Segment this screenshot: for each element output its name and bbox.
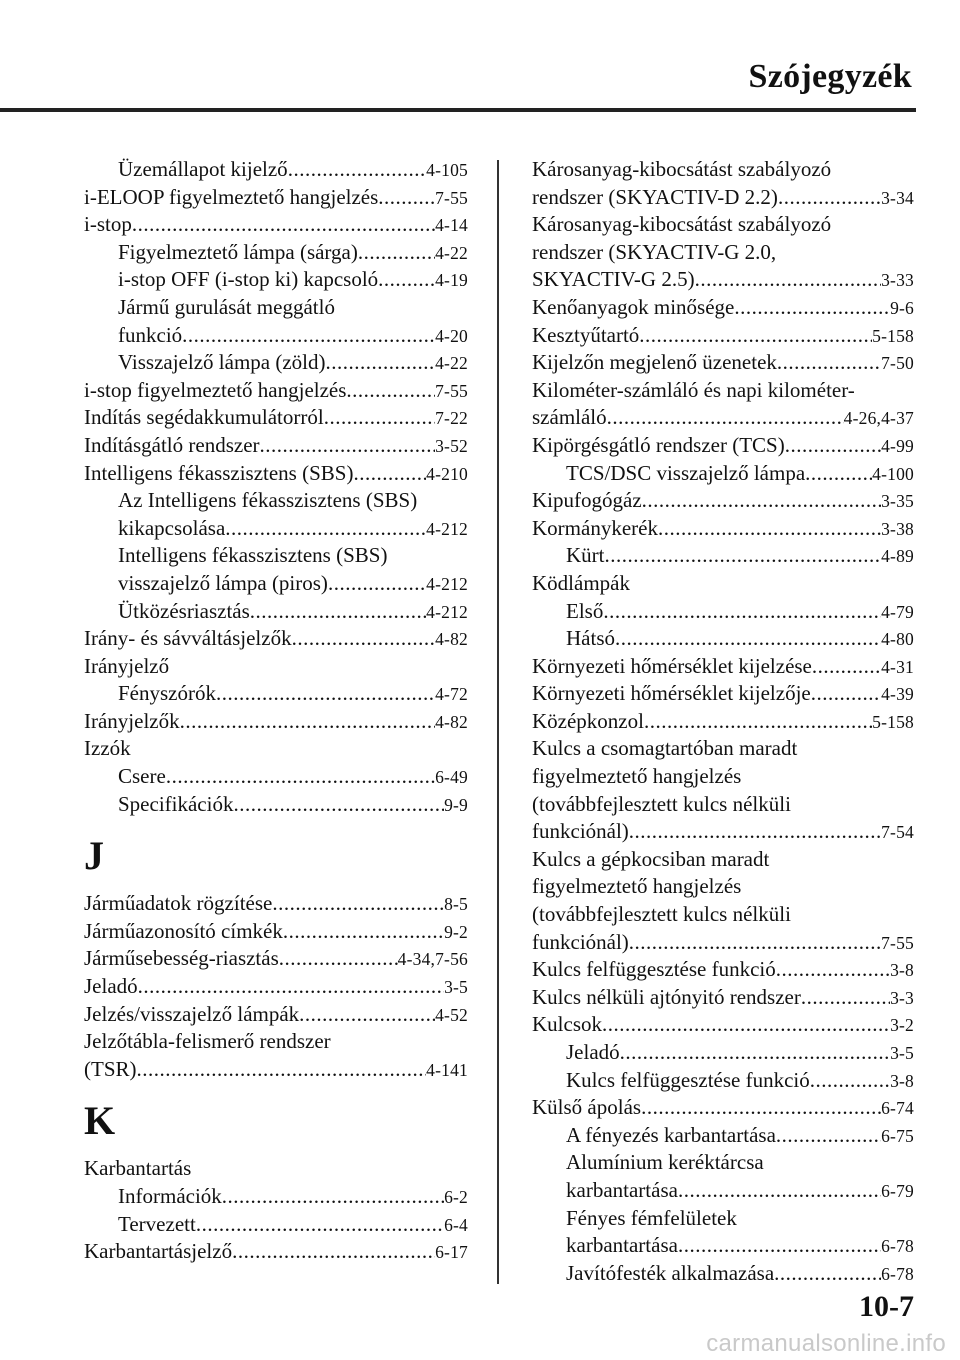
entry-page: 4-89 <box>881 546 914 567</box>
index-entry <box>532 515 914 543</box>
entry-term: TCS/DSC visszajelző lámpa <box>566 460 806 485</box>
dot-leader <box>602 1011 890 1039</box>
dot-leader <box>324 404 435 432</box>
entry-term: funkciónál) <box>532 819 629 844</box>
index-entry <box>532 1122 914 1150</box>
dot-leader <box>138 973 444 1001</box>
entry-page: 4-82 <box>435 629 468 650</box>
entry-page: 3-35 <box>881 491 914 512</box>
dot-leader <box>232 1238 435 1266</box>
entry-term: A fényezés karbantartása <box>566 1122 776 1147</box>
dot-leader <box>629 818 881 846</box>
index-entry <box>532 294 914 322</box>
dot-leader <box>603 598 881 626</box>
entry-term: Intelligens fékasszisztens (SBS) <box>84 460 354 485</box>
index-entry <box>84 625 468 653</box>
entry-page: 6-2 <box>444 1187 468 1207</box>
entry-page: 3-34 <box>881 187 914 208</box>
entry-page: 4-82 <box>435 711 468 732</box>
dot-leader <box>180 708 435 736</box>
entry-page: 4-99 <box>881 435 914 456</box>
entry-page: 4-52 <box>435 1004 468 1025</box>
entry-term: Kijelzőn megjelenő üzenetek <box>532 350 777 375</box>
index-entry <box>532 818 914 846</box>
entry-term: Kulcs felfüggesztése funkció <box>566 1067 810 1092</box>
index-entry <box>532 432 914 460</box>
entry-term: Jelzőtábla-felismerő rendszer <box>84 1029 331 1054</box>
index-entry <box>84 1238 468 1266</box>
entry-term: Kulcs felfüggesztése funkció <box>532 957 776 982</box>
entry-term: funkció <box>118 322 183 347</box>
entry-term: (továbbfejlesztett kulcs nélküli <box>532 902 791 927</box>
entry-page: 3-3 <box>890 987 914 1008</box>
entry-term: visszajelző lámpa (piros) <box>118 570 328 595</box>
entry-term: Javítófesték alkalmazása <box>566 1260 775 1285</box>
index-entry <box>532 1177 914 1205</box>
entry-page: 4-39 <box>881 684 914 705</box>
dot-leader <box>629 929 881 957</box>
entry-page: 4-79 <box>881 601 914 622</box>
entry-term: Jelzés/visszajelző lámpák <box>84 1001 300 1026</box>
dot-leader <box>811 680 881 708</box>
entry-term: Hátsó <box>566 626 615 651</box>
dot-leader <box>801 984 890 1012</box>
dot-leader <box>695 266 882 294</box>
index-entry <box>532 929 914 957</box>
index-entry <box>532 598 914 626</box>
index-entry-text <box>84 1155 468 1183</box>
dot-leader <box>283 918 444 946</box>
index-entry <box>84 156 468 184</box>
index-entry-text <box>532 735 914 763</box>
dot-leader <box>216 680 435 708</box>
entry-term: Kormánykerék <box>532 515 658 540</box>
dot-leader <box>260 432 436 460</box>
entry-page: 3-33 <box>881 270 914 291</box>
entry-page: 4-19 <box>435 270 468 291</box>
index-entry <box>84 890 468 918</box>
entry-term: Fényszórók <box>118 681 216 706</box>
entry-term: Izzók <box>84 736 131 761</box>
index-entry <box>84 322 468 350</box>
entry-term: rendszer (SKYACTIV-G 2.0, <box>532 239 777 264</box>
dot-leader <box>166 763 435 791</box>
index-entry-text <box>84 542 468 570</box>
index-entry <box>532 404 914 432</box>
entry-page: 4-31 <box>881 656 914 677</box>
entry-page: 6-74 <box>881 1098 914 1119</box>
entry-term: Specifikációk <box>118 791 234 816</box>
dot-leader <box>777 349 881 377</box>
entry-page: 3-8 <box>890 960 914 981</box>
entry-page: 4-105 <box>426 160 468 180</box>
index-entry <box>84 432 468 460</box>
dot-leader <box>358 239 435 267</box>
dot-leader <box>639 322 872 350</box>
index-entry <box>532 680 914 708</box>
index-entry <box>84 973 468 1001</box>
entry-term: Környezeti hőmérséklet kijelzője <box>532 681 811 706</box>
entry-term: számláló <box>532 405 607 430</box>
entry-term: Kulcs nélküli ajtónyitó rendszer <box>532 984 801 1009</box>
dot-leader <box>678 1232 881 1260</box>
index-entry <box>84 515 468 543</box>
dot-leader <box>641 1094 881 1122</box>
dot-leader <box>785 432 881 460</box>
index-entry <box>84 1211 468 1239</box>
entry-term: Indítás segédakkumulátorról <box>84 405 324 430</box>
index-entry <box>532 460 914 488</box>
dot-leader <box>288 156 426 184</box>
dot-leader <box>642 487 881 515</box>
dot-leader <box>644 708 872 736</box>
dot-leader <box>132 211 435 239</box>
index-entry-text <box>532 846 914 874</box>
entry-page: 4-212 <box>426 518 468 539</box>
index-entry <box>532 322 914 350</box>
index-entry-text <box>84 653 468 681</box>
index-entry <box>532 956 914 984</box>
entry-page: 4-22 <box>435 242 468 263</box>
dot-leader <box>378 266 435 294</box>
entry-term: Üzemállapot kijelző <box>118 157 288 181</box>
entry-term: karbantartása <box>566 1233 678 1258</box>
dot-leader <box>605 542 882 570</box>
index-entry <box>532 1067 914 1095</box>
index-entry <box>532 487 914 515</box>
column-divider <box>497 160 499 1284</box>
index-entry-text <box>532 377 914 405</box>
entry-term: Irány- és sávváltásjelzők <box>84 626 292 651</box>
entry-term: i-stop figyelmeztető hangjelzés <box>84 377 347 402</box>
entry-term: Középkonzol <box>532 708 644 733</box>
index-entry <box>532 1232 914 1260</box>
dot-leader <box>778 184 881 212</box>
dot-leader <box>250 598 426 626</box>
entry-page: 6-78 <box>881 1236 914 1257</box>
index-entry <box>84 266 468 294</box>
index-entry <box>84 1183 468 1211</box>
index-entry <box>84 404 468 432</box>
entry-term: Csere <box>118 764 166 789</box>
entry-term: Az Intelligens fékasszisztens (SBS) <box>118 488 418 513</box>
entry-page: 5-158 <box>872 325 914 346</box>
entry-term: Kulcs a csomagtartóban maradt <box>532 736 798 761</box>
dot-leader <box>353 460 426 488</box>
index-entry <box>84 1056 468 1084</box>
entry-term: Károsanyag-kibocsátást szabályozó <box>532 157 832 181</box>
entry-term: Környezeti hőmérséklet kijelzése <box>532 653 812 678</box>
entry-page: 3-52 <box>435 435 468 456</box>
entry-page: 4-141 <box>426 1059 468 1080</box>
entry-term: i-stop OFF (i-stop ki) kapcsoló <box>118 267 379 292</box>
dot-leader <box>615 625 881 653</box>
header-rule <box>0 108 916 112</box>
entry-page: 6-49 <box>435 767 468 788</box>
entry-term: Járműazonosító címkék <box>84 918 283 943</box>
dot-leader <box>326 349 436 377</box>
entry-term: rendszer (SKYACTIV-D 2.2) <box>532 184 778 209</box>
index-entry <box>84 570 468 598</box>
entry-page: 8-5 <box>444 894 468 915</box>
dot-leader <box>328 570 426 598</box>
index-entry-text <box>532 211 914 239</box>
entry-term: Külső ápolás <box>532 1095 642 1120</box>
index-entry-text <box>532 791 914 819</box>
entry-term: Figyelmeztető lámpa (sárga) <box>118 239 358 264</box>
dot-leader <box>658 515 881 543</box>
entry-term: Intelligens fékasszisztens (SBS) <box>118 543 388 568</box>
index-entry <box>532 184 914 212</box>
entry-page: 9-9 <box>444 794 468 815</box>
entry-page: 6-75 <box>881 1125 914 1146</box>
entry-page: 3-8 <box>890 1070 914 1091</box>
entry-term: karbantartása <box>566 1177 678 1202</box>
index-entry <box>532 708 914 736</box>
index-entry-text <box>532 570 914 598</box>
index-entry <box>532 984 914 1012</box>
entry-page: 7-55 <box>881 932 914 953</box>
index-entry-text <box>84 294 468 322</box>
index-entry <box>84 791 468 819</box>
index-entry <box>84 211 468 239</box>
entry-term: Indításgátló rendszer <box>84 432 260 457</box>
entry-term: funkciónál) <box>532 929 629 954</box>
section-letter: J <box>84 833 104 879</box>
entry-term: Jármű gurulását meggátló <box>118 294 335 319</box>
dot-leader <box>279 945 398 973</box>
entry-page: 7-55 <box>435 187 468 208</box>
entry-page: 4-34,7-56 <box>397 949 468 970</box>
index-column-right <box>532 156 914 1287</box>
index-entry <box>84 918 468 946</box>
entry-term: Karbantartás <box>84 1156 192 1181</box>
entry-page: 4-212 <box>426 601 468 622</box>
entry-page: 6-79 <box>881 1180 914 1201</box>
index-entry <box>84 598 468 626</box>
index-entry-text <box>84 1028 468 1056</box>
dot-leader <box>299 1001 435 1029</box>
dot-leader <box>620 1039 890 1067</box>
page-header-title: Szójegyzék <box>748 58 912 95</box>
entry-page: 7-55 <box>435 380 468 401</box>
index-column-left <box>84 156 468 1266</box>
dot-leader <box>810 1067 890 1095</box>
index-entry <box>532 1039 914 1067</box>
index-entry <box>84 377 468 405</box>
dot-leader <box>346 377 435 405</box>
index-entry-text <box>532 1205 914 1233</box>
dot-leader <box>233 791 444 819</box>
entry-term: Károsanyag-kibocsátást szabályozó <box>532 212 832 237</box>
index-entry-text <box>532 1149 914 1177</box>
entry-page: 3-38 <box>881 518 914 539</box>
dot-leader <box>378 184 435 212</box>
index-entry <box>532 542 914 570</box>
index-entry <box>532 653 914 681</box>
dot-leader <box>196 1211 444 1239</box>
dot-leader <box>776 1122 881 1150</box>
entry-term: Kulcs a gépkocsiban maradt <box>532 846 770 871</box>
index-entry <box>532 1011 914 1039</box>
entry-page: 3-5 <box>444 977 468 998</box>
entry-page: 7-22 <box>435 408 468 429</box>
dot-leader <box>222 1183 444 1211</box>
index-entry <box>84 945 468 973</box>
index-entry-text <box>532 156 914 184</box>
watermark: carmanualsonline.info <box>706 1330 946 1357</box>
index-entry <box>84 680 468 708</box>
entry-page: 6-17 <box>435 1242 468 1263</box>
entry-page: 9-2 <box>444 921 468 942</box>
entry-term: Tervezett <box>118 1211 196 1236</box>
index-entry <box>84 184 468 212</box>
index-entry <box>84 239 468 267</box>
dot-leader <box>607 404 844 432</box>
dot-leader <box>137 1056 427 1084</box>
index-entry-text <box>84 487 468 515</box>
entry-term: Járműsebesség-riasztás <box>84 946 279 971</box>
entry-term: Kilométer-számláló és napi kilométer- <box>532 377 855 402</box>
index-entry <box>532 266 914 294</box>
entry-page: 9-6 <box>890 297 914 318</box>
index-entry <box>84 349 468 377</box>
entry-term: Karbantartásjelző <box>84 1239 233 1264</box>
entry-term: Első <box>566 598 604 623</box>
index-entry <box>532 1260 914 1288</box>
entry-term: Kipufogógáz <box>532 488 642 513</box>
entry-page: 4-14 <box>435 215 468 236</box>
entry-term: Kipörgésgátló rendszer (TCS) <box>532 432 785 457</box>
entry-term: Információk <box>118 1184 222 1208</box>
entry-term: Jeladó <box>566 1040 620 1064</box>
entry-page: 4-80 <box>881 629 914 650</box>
entry-term: Kulcsok <box>532 1012 602 1037</box>
index-entry <box>84 460 468 488</box>
entry-term: Fényes fémfelületek <box>566 1205 737 1230</box>
section-letter: K <box>84 1098 116 1144</box>
index-entry <box>84 1001 468 1029</box>
entry-term: SKYACTIV-G 2.5) <box>532 267 695 292</box>
entry-term: Ütközésriasztás <box>118 598 250 623</box>
index-entry-text <box>532 901 914 929</box>
index-entry-text <box>532 873 914 901</box>
dot-leader <box>812 653 881 681</box>
entry-term: Jeladó <box>84 974 138 999</box>
entry-term: figyelmeztető hangjelzés <box>532 874 742 899</box>
dot-leader <box>774 1260 881 1288</box>
entry-page: 4-212 <box>426 573 468 594</box>
dot-leader <box>734 294 890 322</box>
index-entry <box>84 763 468 791</box>
entry-term: Kesztyűtartó <box>532 322 640 347</box>
dot-leader <box>292 625 436 653</box>
entry-term: Alumínium keréktárcsa <box>566 1150 764 1175</box>
entry-term: Irányjelző <box>84 653 170 678</box>
page-number: 10-7 <box>859 1290 914 1323</box>
index-entry <box>84 708 468 736</box>
dot-leader <box>678 1177 881 1205</box>
entry-page: 3-2 <box>890 1015 914 1036</box>
entry-term: Ködlámpák <box>532 570 630 595</box>
entry-page: 4-210 <box>426 463 468 484</box>
entry-page: 7-50 <box>881 353 914 374</box>
index-entry <box>532 625 914 653</box>
index-entry <box>532 1094 914 1122</box>
entry-page: 4-20 <box>435 325 468 346</box>
entry-term: i-ELOOP figyelmeztető hangjelzés <box>84 184 379 209</box>
entry-page: 6-78 <box>881 1263 914 1284</box>
dot-leader <box>776 956 890 984</box>
entry-page: 4-26,4-37 <box>843 408 914 429</box>
index-entry-text <box>84 735 468 763</box>
entry-term: kikapcsolása <box>118 515 226 540</box>
dot-leader <box>805 460 872 488</box>
entry-term: Visszajelző lámpa (zöld) <box>118 350 326 375</box>
entry-term: (továbbfejlesztett kulcs nélküli <box>532 791 791 816</box>
entry-term: Kürt <box>566 543 605 568</box>
entry-page: 7-54 <box>881 822 914 843</box>
entry-page: 5-158 <box>872 711 914 732</box>
entry-term: Kenőanyagok minősége <box>532 294 735 319</box>
entry-term: Irányjelzők <box>84 708 180 733</box>
entry-page: 3-5 <box>890 1043 914 1063</box>
dot-leader <box>225 515 426 543</box>
entry-term: (TSR) <box>84 1056 137 1081</box>
entry-page: 4-100 <box>872 463 914 484</box>
entry-term: figyelmeztető hangjelzés <box>532 764 742 789</box>
entry-term: Járműadatok rögzítése <box>84 891 273 916</box>
entry-page: 6-4 <box>444 1214 468 1235</box>
entry-page: 4-72 <box>435 684 468 705</box>
dot-leader <box>182 322 435 350</box>
index-entry-text <box>532 763 914 791</box>
index-entry-text <box>532 239 914 267</box>
entry-term: i-stop <box>84 212 132 237</box>
index-entry <box>532 349 914 377</box>
entry-page: 4-22 <box>435 353 468 374</box>
dot-leader <box>272 890 444 918</box>
